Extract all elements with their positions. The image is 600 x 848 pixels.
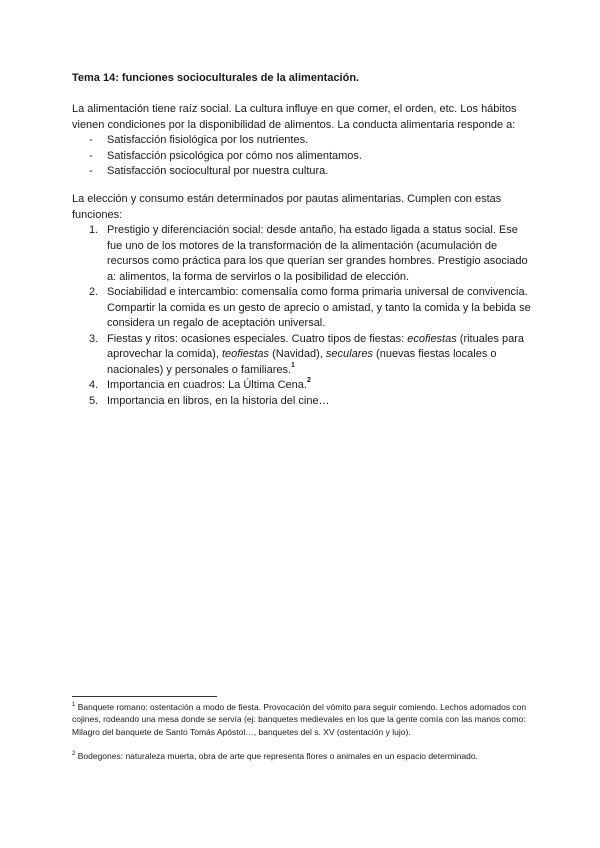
footnote-separator [72, 696, 217, 697]
needs-list [72, 133, 362, 180]
list-item: 3. Fiestas y ritos: ocasiones especiales. Cuatro tipos de fiestas: ecofiestas (rituales para aprovechar la comida), teofiestas (Navidad), seculares (nuevas fiestas locales o nacionales) y personales o familiares.$^1$ [89, 332, 524, 376]
intro-paragraph: La alimentación tiene raíz social. La cultura influye en que comer, el orden, etc. Los hábitos vienen condiciones por la disponibilidad de alimentos. La conducta alimentaria responde a: [72, 103, 517, 131]
footnote-ref[interactable]: 1 [291, 361, 295, 369]
list-item: 5. Importancia en libros, en la historia del cine… [89, 394, 330, 407]
list-item: 2. Sociabilidad e intercambio: comensalía como forma primaria universal de convivencia. Compartir la comida es un gesto de aprecio o amistad, y tanto la comida y la bebida se considera un regalo de aceptación universal. [89, 286, 531, 329]
dash-marker: - [89, 165, 93, 177]
footnote: $^1$ Banquete romano: ostentación a modo de fiesta. Provocación del vómito para seguir comiendo. Lechos adornados con cojines, rodeando una mesa donde se servía (ej: banquetes medievales en los que la gente comía con las manos como: Milagro del banquete de Santo Tomás Apóstol…, banquetes del s. XV (ostentación y lujo). [72, 702, 527, 737]
dash-marker: - [89, 134, 93, 146]
page-title: Tema 14: funciones socioculturales de la alimentación. [72, 72, 360, 84]
list-item: 1. Prestigio y diferenciación social: desde antaño, ha estado ligada a status social. Ese fue uno de los motores de la transformación de la alimentación (acumulación de recursos como práctica para los que querían ser grandes hombres. Prestigio asociado a: alimentos, la forma de servirlos o la posibilidad de elección. [89, 224, 528, 283]
list-item: - Satisfacción psicológica por cómo nos alimentamos. [72, 149, 362, 165]
footnote-ref[interactable]: 2 [306, 377, 311, 385]
list-item: - Satisfacción fisiológica por los nutrientes. [72, 133, 362, 149]
functions-intro-paragraph: La elección y consumo están determinados por pautas alimentarias. Cumplen con estas funciones: [72, 193, 502, 221]
footnote: $^2$ Bodegones: naturaleza muerta, obra de arte que representa flores o animales en un espacio determinado. [72, 751, 478, 761]
functions-list [72, 223, 534, 409]
list-item: 4. Importancia en cuadros: La Última Cena.$^2$ [89, 377, 311, 391]
list-item: - Satisfacción sociocultural por nuestra cultura. [72, 164, 362, 180]
dash-marker: - [89, 149, 93, 162]
